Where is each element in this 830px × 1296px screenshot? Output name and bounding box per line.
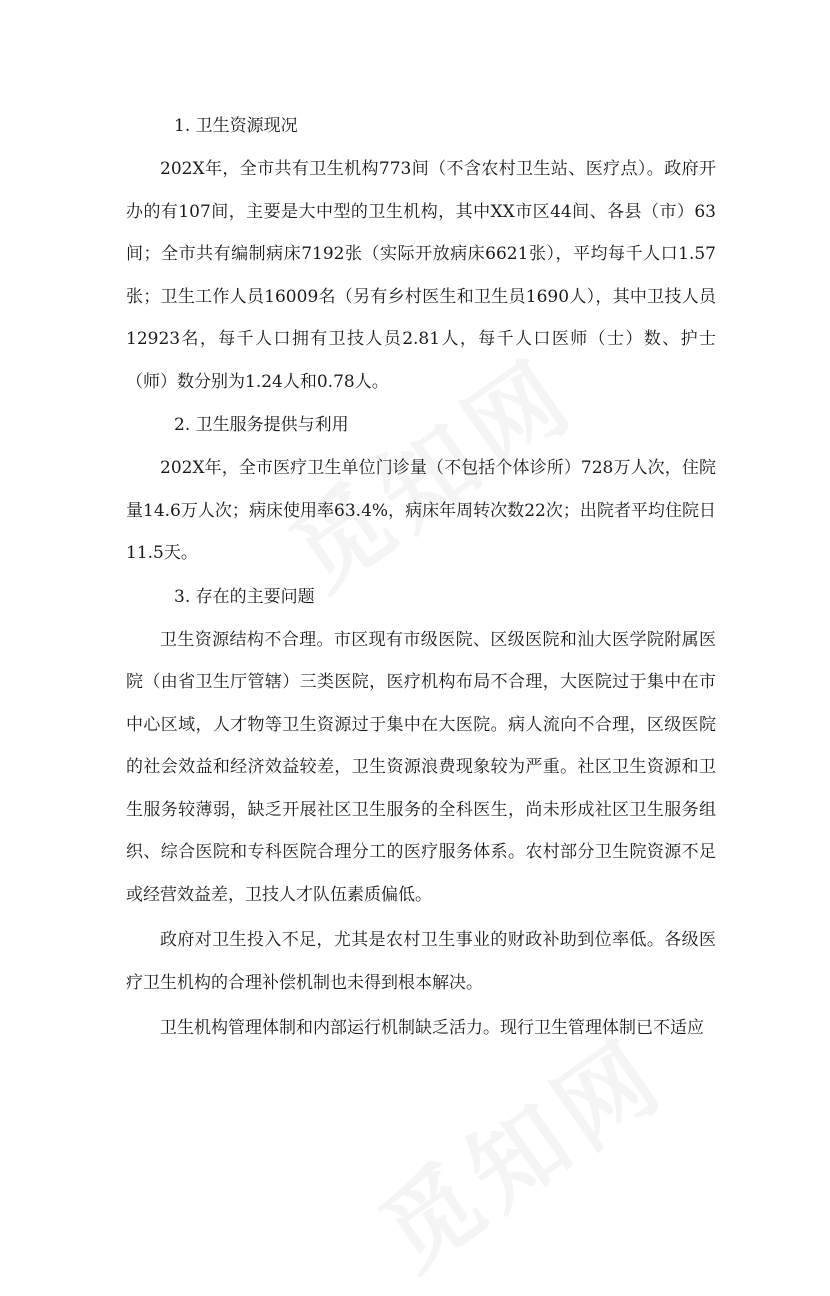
document-body bbox=[126, 104, 716, 1050]
section-heading-problems: 3. 存在的主要问题 bbox=[174, 586, 315, 607]
paragraph-structure-problem: 卫生资源结构不合理。市区现有市级医院、区级医院和汕大医学院附属医院（由省卫生厅管辖）三类医院，医疗机构布局不合理，大医院过于集中在市中心区域，人才物等卫生资源过于集中在大医院。病人流向不合理，区级医院的社会效益和经济效益较差，卫生资源浪费现象较为严重。社区卫生资源和卫生服务较薄弱，缺乏开展社区卫生服务的全科医生，尚未形成社区卫生服务组织、综合医院和专科医院合理分工的医疗服务体系。农村部分卫生院资源不足或经营效益差，卫技人才队伍素质偏低。 bbox=[126, 629, 716, 905]
paragraph-funding-problem: 政府对卫生投入不足，尤其是农村卫生事业的财政补助到位率低。各级医疗卫生机构的合理补偿机制也未得到根本解决。 bbox=[126, 930, 716, 993]
paragraph-resources: 202X年，全市共有卫生机构773间（不含农村卫生站、医疗点）。政府开办的有107间，主要是大中型的卫生机构，其中XX市区44间、各县（市）63间；全市共有编制病床7192张（实际开放病床6621张），平均每千人口1.57张；卫生工作人员16009名（另有乡村医生和卫生员1690人），其中卫技人员12923名，每千人口拥有卫技人员2.81人，每千人口医师（士）数、护士（师）数分别为1.24人和0.78人。 bbox=[126, 159, 716, 392]
paragraph-services: 202X年，全市医疗卫生单位门诊量（不包括个体诊所）728万人次，住院量14.6万人次；病床使用率63.4%，病床年周转次数22次；出院者平均住院日11.5天。 bbox=[126, 458, 716, 563]
section-heading-resources: 1. 卫生资源现况 bbox=[174, 116, 298, 136]
paragraph-management-problem: 卫生机构管理体制和内部运行机制缺乏活力。现行卫生管理体制已不适应 bbox=[160, 1018, 704, 1038]
section-heading-services: 2. 卫生服务提供与利用 bbox=[174, 415, 349, 435]
